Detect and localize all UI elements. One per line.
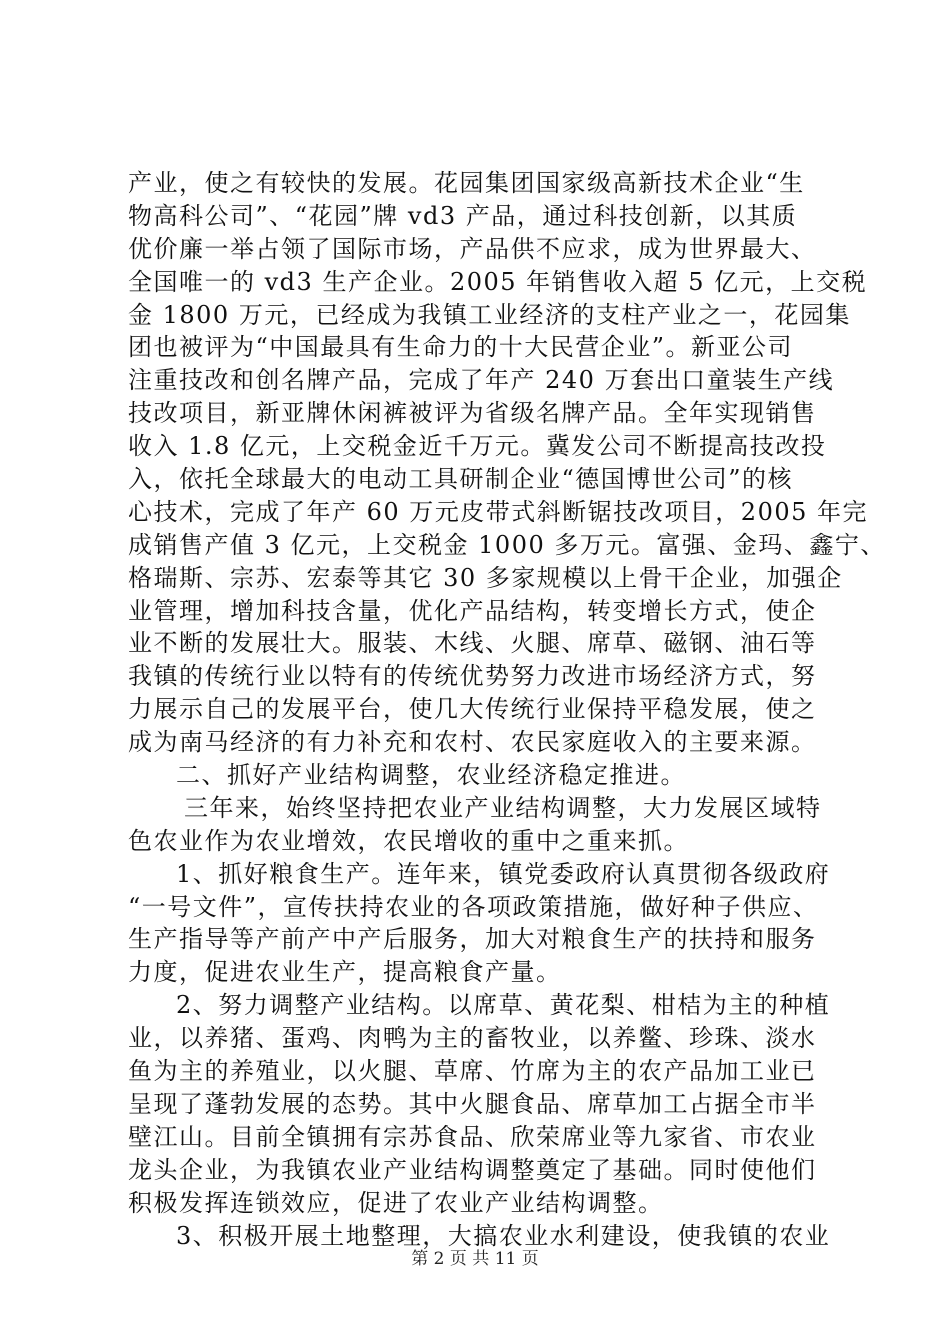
text-line: 我镇的传统行业以特有的传统优势努力改进市场经济方式，努 — [128, 662, 817, 691]
paragraph-first-line: 1、抓好粮食生产。连年来，镇党委政府认真贯彻各级政府 — [176, 859, 831, 888]
section-heading: 二、抓好产业结构调整，农业经济稳定推进。 — [176, 761, 686, 790]
text-line: 业，以养猪、蛋鸡、肉鸭为主的畜牧业，以养鳖、珍珠、淡水 — [128, 1024, 817, 1053]
paragraph-first-line: 三年来，始终坚持把农业产业结构调整，大力发展区域特 — [184, 793, 822, 822]
text-line: 业管理，增加科技含量，优化产品结构，转变增长方式，使企 — [128, 596, 817, 625]
text-line: 心技术，完成了年产 60 万元皮带式斜断锯技改项目，2005 年完 — [128, 497, 869, 526]
text-line: 力展示自己的发展平台，使几大传统行业保持平稳发展，使之 — [128, 695, 817, 724]
paragraph-first-line: 3、积极开展土地整理，大搞农业水利建设，使我镇的农业 — [176, 1221, 831, 1250]
text-line: “一号文件”，宣传扶持农业的各项政策措施，做好种子供应、 — [128, 892, 819, 921]
page-number-footer: 第 2 页 共 11 页 — [411, 1249, 539, 1269]
text-line: 物高科公司”、“花园”牌 vd3 产品，通过科技创新，以其质 — [128, 201, 798, 230]
text-line: 金 1800 万元，已经成为我镇工业经济的支柱产业之一，花园集 — [128, 300, 851, 329]
text-line: 色农业作为农业增效，农民增收的重中之重来抓。 — [128, 826, 689, 855]
text-line: 收入 1.8 亿元，上交税金近千万元。冀发公司不断提高技改投 — [128, 432, 827, 461]
text-line: 优价廉一举占领了国际市场，产品供不应求，成为世界最大、 — [128, 234, 817, 263]
text-line: 入，依托全球最大的电动工具研制企业“德国博世公司”的核 — [128, 465, 794, 494]
text-line: 成为南马经济的有力补充和农村、农民家庭收入的主要来源。 — [128, 728, 817, 757]
text-line: 成销售产值 3 亿元，上交税金 1000 多万元。富强、金玛、鑫宁、 — [128, 530, 886, 559]
paragraph-first-line: 2、努力调整产业结构。以席草、黄花梨、柑桔为主的种植 — [176, 991, 831, 1020]
text-line: 团也被评为“中国最具有生命力的十大民营企业”。新亚公司 — [128, 333, 794, 362]
text-line: 壁江山。目前全镇拥有宗苏食品、欣荣席业等九家省、市农业 — [128, 1122, 817, 1151]
text-line: 格瑞斯、宗苏、宏泰等其它 30 多家规模以上骨干企业，加强企 — [128, 563, 843, 592]
text-line: 积极发挥连锁效应，促进了农业产业结构调整。 — [128, 1188, 664, 1217]
text-line: 产业，使之有较快的发展。花园集团国家级高新技术企业“生 — [128, 169, 805, 197]
text-line: 生产指导等产前产中产后服务，加大对粮食生产的扶持和服务 — [128, 925, 817, 954]
text-line: 呈现了蓬勃发展的态势。其中火腿食品、席草加工占据全市半 — [128, 1089, 817, 1118]
text-line: 全国唯一的 vd3 生产企业。2005 年销售收入超 5 亿元，上交税 — [128, 267, 868, 296]
body-text — [128, 167, 886, 1252]
text-line: 鱼为主的养殖业，以火腿、草席、竹席为主的农产品加工业已 — [128, 1057, 817, 1086]
text-line: 力度，促进农业生产，提高粮食产量。 — [128, 958, 562, 987]
text-line: 龙头企业，为我镇农业产业结构调整奠定了基础。同时使他们 — [128, 1155, 817, 1184]
text-line: 技改项目，新亚牌休闲裤被评为省级名牌产品。全年实现销售 — [128, 399, 817, 428]
text-line: 注重技改和创名牌产品，完成了年产 240 万套出口童装生产线 — [128, 366, 835, 395]
text-line: 业不断的发展壮大。服装、木线、火腿、席草、磁钢、油石等 — [128, 629, 817, 658]
